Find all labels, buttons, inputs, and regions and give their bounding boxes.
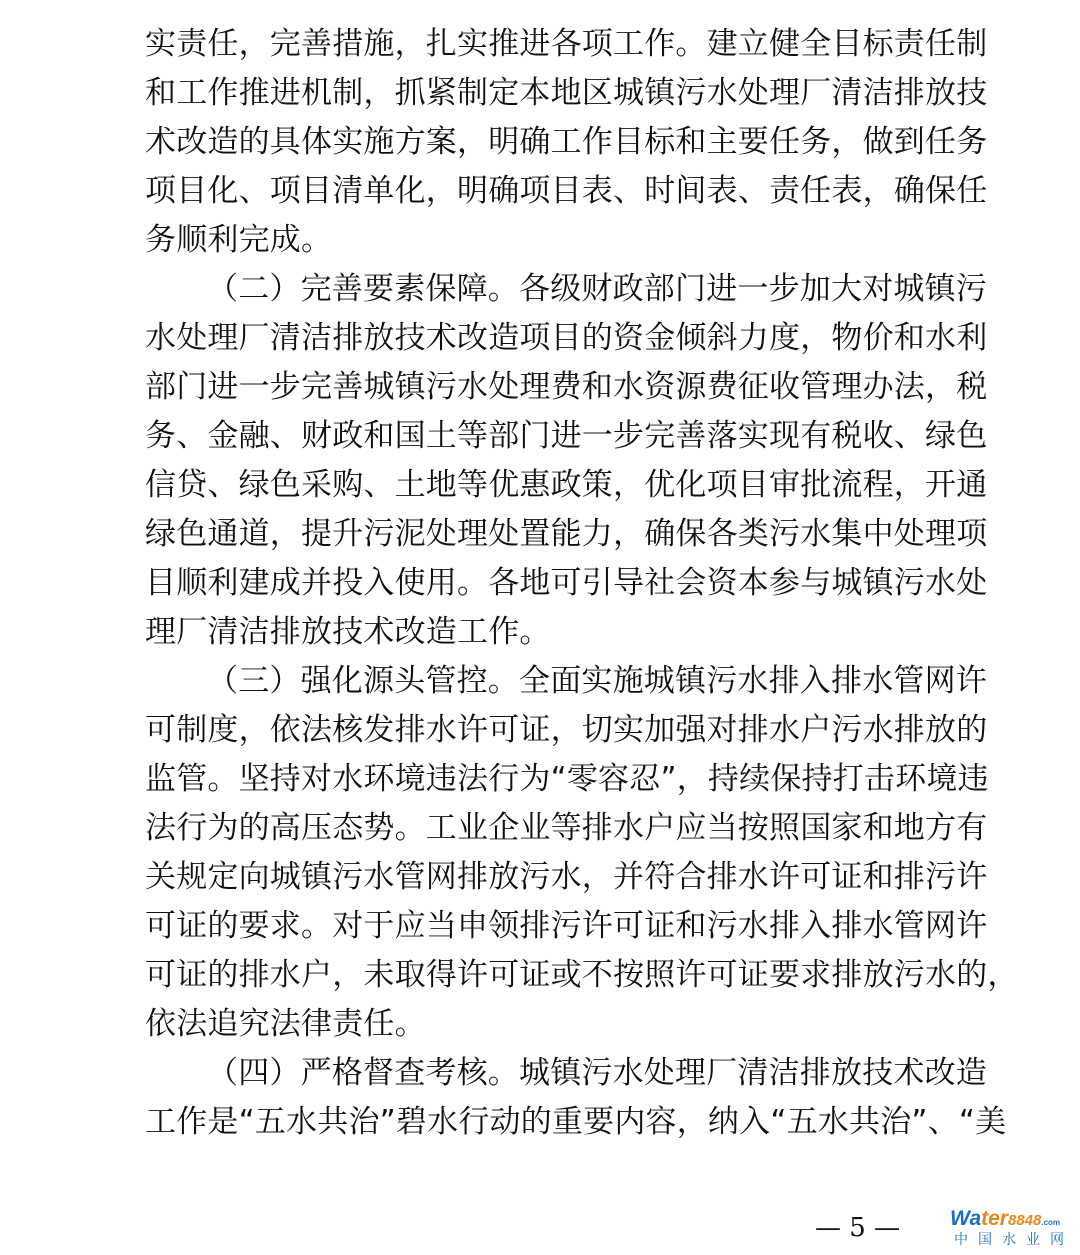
text-line: 依法追究法律责任。 xyxy=(145,1006,426,1042)
text-line: 可证的要求。对于应当申领排污许可证和污水排入排水管网许 xyxy=(145,908,988,944)
text-line: 和工作推进机制，抓紧制定本地区城镇污水处理厂清洁排放技 xyxy=(145,75,988,111)
watermark-brand-a: Wa xyxy=(950,1207,982,1230)
watermark-chinese: 中国水业网 xyxy=(954,1232,1074,1248)
watermark-brand xyxy=(950,1206,1060,1232)
text-line: 监管。坚持对水环境违法行为“零容忍”，持续保持打击环境违 xyxy=(145,761,989,797)
watermark-suffix: .com xyxy=(1041,1218,1061,1227)
text-line: 理厂清洁排放技术改造工作。 xyxy=(145,614,551,650)
text-line: 法行为的高压态势。工业企业等排水户应当按照国家和地方有 xyxy=(145,810,988,846)
watermark-logo xyxy=(950,1206,1074,1252)
text-line: 项目化、项目清单化，明确项目表、时间表、责任表，确保任 xyxy=(145,173,988,209)
text-line: 绿色通道，提升污泥处理处置能力，确保各类污水集中处理项 xyxy=(145,516,988,552)
text-line: 目顺利建成并投入使用。各地可引导社会资本参与城镇污水处 xyxy=(145,565,988,601)
text-line: 务、金融、财政和国土等部门进一步完善落实现有税收、绿色 xyxy=(145,418,988,454)
text-line: 务顺利完成。 xyxy=(145,222,333,258)
text-line: 部门进一步完善城镇污水处理费和水资源费征收管理办法，税 xyxy=(145,369,988,405)
section-heading-line: （二）完善要素保障。各级财政部门进一步加大对城镇污 xyxy=(207,271,987,307)
page-number: — 5 — xyxy=(815,1213,901,1243)
body-text xyxy=(145,20,1019,1147)
text-line: 术改造的具体实施方案，明确工作目标和主要任务，做到任务 xyxy=(145,124,988,160)
watermark-number: 8848 xyxy=(1007,1212,1042,1229)
text-line: 可制度，依法核发排水许可证，切实加强对排水户污水排放的 xyxy=(145,712,988,748)
text-line: 可证的排水户，未取得许可证或不按照许可证要求排放污水的， xyxy=(145,957,1019,993)
watermark-brand-b: ter xyxy=(981,1207,1008,1230)
section-heading-line: （三）强化源头管控。全面实施城镇污水排入排水管网许 xyxy=(207,663,987,699)
text-line: 关规定向城镇污水管网排放污水，并符合排水许可证和排污许 xyxy=(145,859,988,895)
section-heading-line: （四）严格督查考核。城镇污水处理厂清洁排放技术改造 xyxy=(207,1055,987,1091)
text-line: 工作是“五水共治”碧水行动的重要内容，纳入“五水共治”、“美 xyxy=(145,1104,1007,1140)
text-line: 信贷、绿色采购、土地等优惠政策，优化项目审批流程，开通 xyxy=(145,467,988,503)
text-line: 水处理厂清洁排放技术改造项目的资金倾斜力度，物价和水利 xyxy=(145,320,988,356)
text-line: 实责任，完善措施，扎实推进各项工作。建立健全目标责任制 xyxy=(145,26,988,62)
